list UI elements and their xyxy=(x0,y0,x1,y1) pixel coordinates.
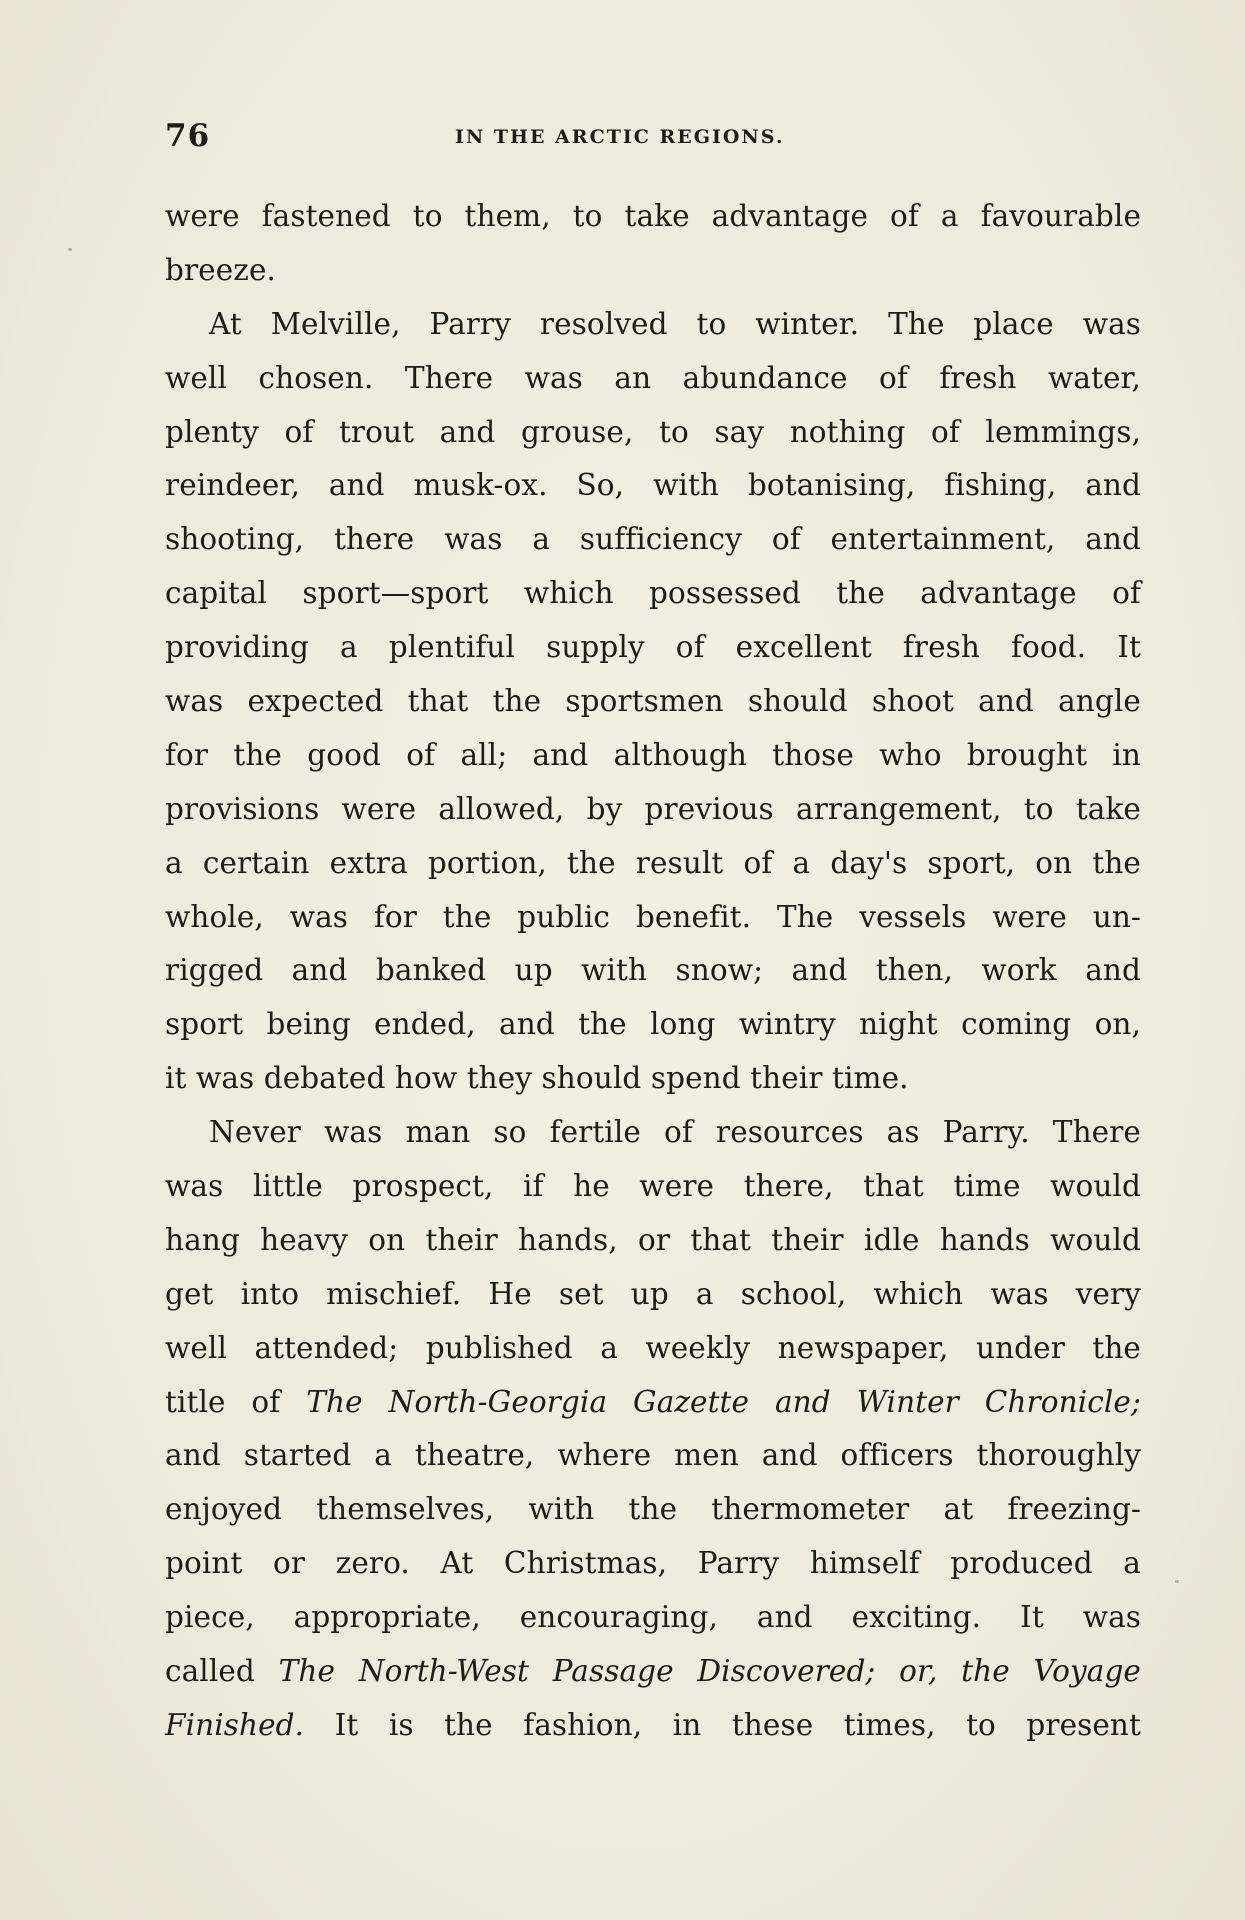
text-line: for the good of all; and although those who brought in xyxy=(165,737,1141,772)
text-line: get into mischief. He set up a school, which was very xyxy=(165,1276,1141,1311)
text-line xyxy=(165,1645,1141,1699)
text-line xyxy=(165,1376,1141,1430)
text-line: rigged and banked up with snow; and then, work and xyxy=(165,953,1141,988)
text-line: a certain extra portion, the result of a day's sport, on the xyxy=(165,845,1141,880)
text-line: well attended; published a weekly newspaper, under the xyxy=(165,1330,1141,1365)
paragraph-start-line: At Melville, Parry resolved to winter. The place was xyxy=(209,306,1141,341)
text-line: enjoyed themselves, with the thermometer at freezing- xyxy=(165,1492,1141,1527)
text-line: hang heavy on their hands, or that their idle hands would xyxy=(165,1222,1141,1257)
text-line: was expected that the sportsmen should shoot and angle xyxy=(165,684,1141,719)
text-line: whole, was for the public benefit. The vessels were un- xyxy=(165,899,1141,934)
text-line: capital sport—sport which possessed the advantage of xyxy=(165,576,1141,611)
text-line-segment: title of xyxy=(165,1384,307,1419)
italic-title: Finished. xyxy=(165,1707,305,1742)
text-line: were fastened to them, to take advantage of a favourable xyxy=(165,199,1141,233)
text-line xyxy=(165,1699,1141,1753)
text-line: was little prospect, if he were there, that time would xyxy=(165,1169,1141,1204)
body-text xyxy=(165,190,1141,1753)
text-line: it was debated how they should spend their time. xyxy=(165,1061,909,1096)
text-line: breeze. xyxy=(165,252,276,287)
running-head: IN THE ARCTIC REGIONS. xyxy=(455,126,785,148)
page-header xyxy=(165,118,1165,158)
italic-title: The North-West Passage Discovered; or, the Voyage xyxy=(278,1654,1141,1689)
text-line: sport being ended, and the long wintry night coming on, xyxy=(165,1007,1141,1042)
text-line: reindeer, and musk-ox. So, with botanising, fishing, and xyxy=(165,468,1141,503)
text-line: shooting, there was a sufficiency of entertainment, and xyxy=(165,522,1141,557)
text-line: well chosen. There was an abundance of fresh water, xyxy=(165,360,1141,395)
text-line: providing a plentiful supply of excellent fresh food. It xyxy=(165,630,1141,665)
text-line-segment: It is the fashion, in these times, to present xyxy=(304,1707,1141,1742)
page-number: 76 xyxy=(165,118,211,154)
text-line: point or zero. At Christmas, Parry himself produced a xyxy=(165,1546,1141,1581)
paragraph-start-line: Never was man so fertile of resources as Parry. There xyxy=(209,1115,1141,1150)
text-line-segment: called xyxy=(165,1654,279,1689)
text-line: piece, appropriate, encouraging, and exciting. It was xyxy=(165,1600,1141,1635)
paper-speck xyxy=(68,248,72,251)
text-line: provisions were allowed, by previous arrangement, to take xyxy=(165,791,1141,826)
text-line: and started a theatre, where men and officers thoroughly xyxy=(165,1438,1141,1473)
italic-title: The North-Georgia Gazette and Winter Chronicle; xyxy=(306,1384,1141,1419)
text-line: plenty of trout and grouse, to say nothing of lemmings, xyxy=(165,414,1141,449)
paper-speck xyxy=(1175,1580,1179,1583)
